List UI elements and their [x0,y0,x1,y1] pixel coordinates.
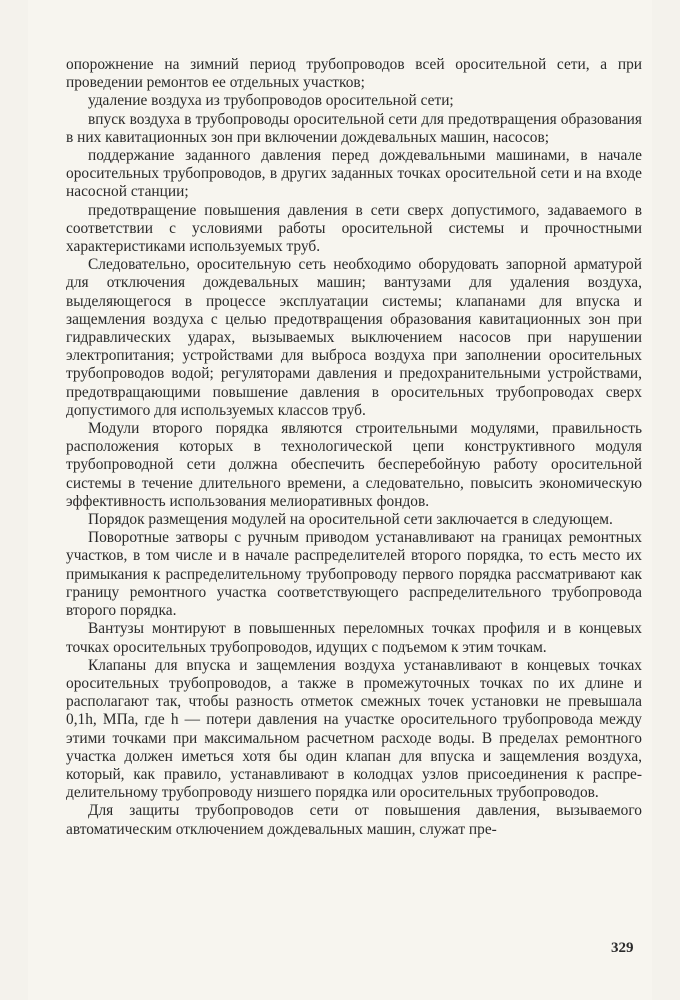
paragraph-3: впуск воздуха в трубопроводы оросительной сети для предотвращения образования в них кавитационных зон при включении дождевальных машин, насосов; [66,110,642,146]
page-number: 329 [611,940,634,956]
paragraph-7: Модули второго порядка являются строительными модулями, правильность расположения которых в технологической цепи конструктивного модуля трубопроводной сети должна обеспечить бесперебойную работу оросительной системы в течение длительного времени, а следовательно, повысить экономическую эффективность использования мелиоративных фондов. [66,420,642,510]
paragraph-1: опорожнение на зимний период трубопроводов всей оросительной сети, а при проведении ремонтов ее отдельных участков; [66,56,642,92]
paragraph-5: предотвращение повышения давления в сети сверх допустимого, задаваемого в соответствии с условиями работы оросительной системы и прочностными характеристиками используемых труб. [66,201,642,256]
paragraph-9: Поворотные затворы с ручным приводом устанавливают на границах ремонтных участков, в том числе и в начале распределителей второго порядка, то есть место их примыкания к распределительному трубопроводу первого порядка рассматривают как границу ремонтного участка соответствующего распределительного трубопровода второго порядка. [66,529,642,620]
paragraph-6: Следовательно, оросительную сеть необходимо оборудовать запорной арматурой для отключения дождевальных машин; вантузами для удаления воздуха, выделяющегося в процессе эксплуатации системы; клапанами для впуска и защемления воздуха с целью предотвращения образования кавитационных зон при гидравлических ударах, вызываемых выключением насосов при нарушении электропитания; устройствами для выброса воздуха при заполнении оросительных трубопроводов водой; регуляторами давления и предохранительными устройствами, предотвращающими повышение давления в оросительных трубопроводах сверх допустимого для используемых классов труб. [66,256,642,419]
paragraph-2: удаление воздуха из трубопроводов оросительной сети; [88,92,454,110]
book-page [28,0,652,1000]
paragraph-4: поддержание заданного давления перед дождевальными машинами, в начале оросительных трубопроводов, в других заданных точках оросительной сети и на входе насосной станции; [66,147,642,201]
paragraph-8: Порядок размещения модулей на оросительной сети заключается в следующем. [88,511,613,529]
paragraph-11: Клапаны для впуска и защемления воздуха устанавливают в концевых точках оросительных трубопроводов, а также в промежуточных точках по их длине и располагают так, чтобы разность отметок смежных точек установки не превышала 0,1h, МПа, где h — потери давления на участке оросительного трубопровода между этими точками при максимальном расчетном расходе воды. В пределах ремонтного участка должен иметься хотя бы один клапан для впуска и защемления воздуха, который, как правило, устанавливают в колодцах узлов присоединения к распределительному трубопроводу низшего порядка или оросительных трубопроводов. [66,656,642,802]
paragraph-10: Вантузы монтируют в повышенных переломных точках профиля и в концевых точках оросительных трубопроводов, идущих с подъемом к этим точкам. [66,620,642,656]
paragraph-12: Для защиты трубопроводов сети от повышения давления, вызываемого автоматическим отключением дождевальных машин, служат пре- [66,802,642,838]
body-text [66,56,642,839]
